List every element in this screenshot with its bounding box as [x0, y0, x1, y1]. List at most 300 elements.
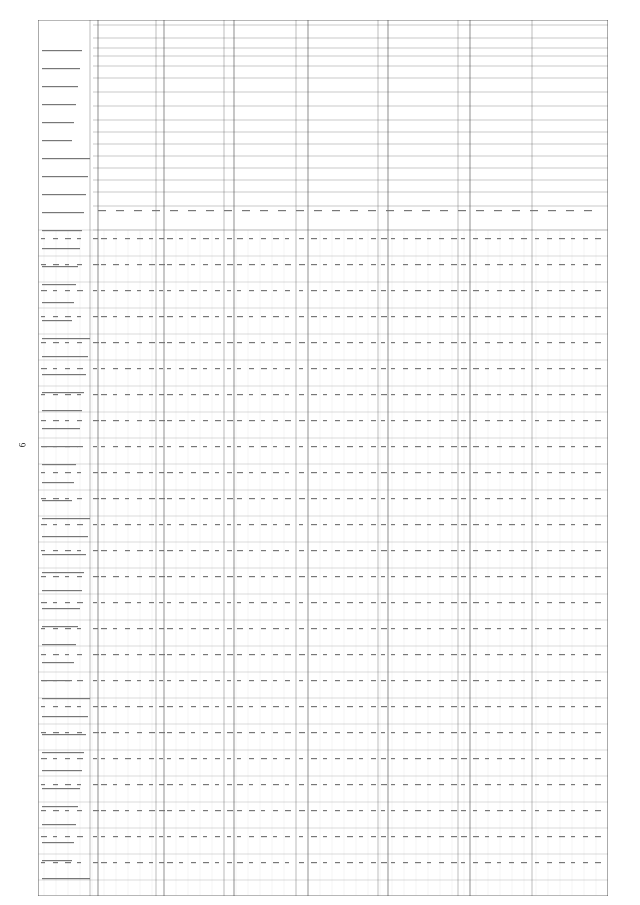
cell-value-mark — [203, 654, 208, 655]
cell-value-mark — [113, 628, 117, 629]
cell-value-mark — [461, 498, 466, 499]
cell-value-mark — [391, 420, 395, 421]
cell-value-mark — [285, 446, 290, 447]
cell-value-mark — [451, 550, 457, 551]
cell-value-mark — [547, 472, 552, 473]
cell-value-mark — [65, 602, 70, 603]
cell-value-mark — [159, 706, 164, 707]
cell-value-mark — [53, 732, 59, 733]
column-header-mark — [188, 210, 196, 211]
cell-value-mark — [521, 654, 526, 655]
cell-value-mark — [427, 862, 431, 863]
cell-value-mark — [427, 758, 431, 759]
cell-value-mark — [415, 628, 421, 629]
cell-value-mark — [439, 628, 444, 629]
cell-value-mark — [113, 602, 118, 603]
cell-value-mark — [203, 472, 209, 473]
cell-value-mark — [299, 810, 305, 811]
cell-value-mark — [101, 550, 107, 551]
cell-value-mark — [461, 342, 466, 343]
cell-value-mark — [179, 706, 183, 707]
cell-value-mark — [227, 524, 231, 525]
cell-value-mark — [101, 654, 106, 655]
cell-value-mark — [427, 368, 431, 369]
cell-value-mark — [237, 342, 242, 343]
cell-value-mark — [137, 420, 142, 421]
cell-value-mark — [485, 472, 491, 473]
cell-value-mark — [497, 524, 502, 525]
cell-value-mark — [535, 602, 539, 603]
cell-value-mark — [571, 550, 575, 551]
cell-value-mark — [237, 602, 241, 603]
cell-value-mark — [53, 290, 57, 291]
cell-value-mark — [125, 836, 131, 837]
cell-value-mark — [381, 472, 387, 473]
cell-value-mark — [521, 758, 525, 759]
cell-value-mark — [179, 576, 185, 577]
cell-value-mark — [547, 524, 552, 525]
cell-value-mark — [535, 394, 539, 395]
cell-value-mark — [415, 576, 421, 577]
row-label-mark — [42, 140, 72, 141]
cell-value-mark — [167, 394, 173, 395]
cell-value-mark — [53, 810, 59, 811]
cell-value-mark — [215, 706, 219, 707]
cell-value-mark — [323, 290, 327, 291]
cell-value-mark — [535, 862, 539, 863]
cell-value-mark — [595, 680, 601, 681]
cell-value-mark — [167, 784, 173, 785]
cell-value-mark — [547, 238, 552, 239]
cell-value-mark — [391, 602, 395, 603]
cell-value-mark — [583, 394, 588, 395]
cell-value-mark — [249, 420, 255, 421]
cell-value-mark — [497, 784, 501, 785]
row-label-mark — [42, 770, 82, 771]
cell-value-mark — [439, 472, 444, 473]
cell-value-mark — [473, 680, 479, 681]
cell-value-mark — [311, 290, 317, 291]
cell-value-mark — [65, 654, 69, 655]
cell-value-mark — [595, 862, 601, 863]
cell-value-mark — [65, 706, 71, 707]
cell-value-mark — [227, 420, 233, 421]
cell-value-mark — [261, 498, 265, 499]
cell-value-mark — [509, 680, 515, 681]
row-label-mark — [42, 842, 74, 843]
cell-value-mark — [571, 498, 575, 499]
row-label-mark — [42, 248, 80, 249]
cell-value-mark — [381, 316, 387, 317]
cell-value-mark — [179, 602, 184, 603]
cell-value-mark — [427, 550, 431, 551]
cell-value-mark — [41, 264, 46, 265]
cell-value-mark — [113, 290, 118, 291]
cell-value-mark — [415, 654, 421, 655]
cell-value-mark — [101, 368, 105, 369]
cell-value-mark — [215, 394, 219, 395]
cell-value-mark — [125, 784, 130, 785]
cell-value-mark — [371, 524, 376, 525]
cell-value-mark — [427, 680, 431, 681]
cell-value-mark — [403, 810, 408, 811]
cell-value-mark — [427, 342, 431, 343]
cell-value-mark — [113, 706, 117, 707]
column-header-mark — [152, 210, 160, 211]
cell-value-mark — [249, 680, 254, 681]
cell-value-mark — [53, 420, 59, 421]
cell-value-mark — [159, 550, 164, 551]
cell-value-mark — [53, 784, 58, 785]
cell-value-mark — [571, 446, 575, 447]
cell-value-mark — [261, 472, 266, 473]
cell-value-mark — [77, 576, 82, 577]
cell-value-mark — [113, 732, 119, 733]
cell-value-mark — [215, 550, 219, 551]
row-label-mark — [42, 104, 76, 105]
cell-value-mark — [101, 238, 107, 239]
cell-value-mark — [191, 420, 195, 421]
cell-value-mark — [391, 524, 395, 525]
cell-value-mark — [93, 706, 98, 707]
cell-value-mark — [335, 264, 340, 265]
cell-value-mark — [497, 264, 503, 265]
cell-value-mark — [403, 394, 408, 395]
cell-value-mark — [285, 472, 289, 473]
cell-value-mark — [215, 290, 220, 291]
cell-value-mark — [227, 290, 231, 291]
cell-value-mark — [159, 654, 165, 655]
cell-value-mark — [203, 550, 209, 551]
cell-value-mark — [323, 264, 327, 265]
cell-value-mark — [311, 316, 317, 317]
cell-value-mark — [535, 550, 539, 551]
cell-value-mark — [461, 862, 465, 863]
cell-value-mark — [485, 732, 490, 733]
cell-value-mark — [451, 602, 457, 603]
row-label-mark — [42, 590, 82, 591]
cell-value-mark — [113, 576, 119, 577]
cell-value-mark — [427, 420, 431, 421]
cell-value-mark — [485, 238, 491, 239]
cell-value-mark — [93, 498, 99, 499]
cell-value-mark — [285, 836, 290, 837]
cell-value-mark — [415, 836, 421, 837]
cell-value-mark — [41, 654, 46, 655]
cell-value-mark — [571, 290, 575, 291]
cell-value-mark — [335, 394, 340, 395]
cell-value-mark — [237, 316, 243, 317]
cell-value-mark — [53, 602, 57, 603]
cell-value-mark — [451, 628, 457, 629]
cell-value-mark — [215, 862, 219, 863]
cell-value-mark — [473, 238, 478, 239]
cell-value-mark — [439, 264, 444, 265]
cell-value-mark — [485, 342, 490, 343]
cell-value-mark — [311, 394, 317, 395]
cell-value-mark — [93, 472, 98, 473]
cell-value-mark — [285, 342, 291, 343]
cell-value-mark — [273, 524, 277, 525]
cell-value-mark — [461, 316, 465, 317]
cell-value-mark — [227, 862, 232, 863]
cell-value-mark — [359, 784, 363, 785]
cell-value-mark — [311, 732, 317, 733]
cell-value-mark — [285, 498, 291, 499]
cell-value-mark — [159, 628, 164, 629]
cell-value-mark — [149, 524, 154, 525]
cell-value-mark — [509, 758, 515, 759]
cell-value-mark — [191, 472, 196, 473]
cell-value-mark — [237, 836, 241, 837]
cell-value-mark — [299, 862, 304, 863]
cell-value-mark — [559, 628, 565, 629]
cell-value-mark — [159, 316, 164, 317]
cell-value-mark — [461, 238, 465, 239]
cell-value-mark — [381, 862, 387, 863]
cell-value-mark — [203, 342, 208, 343]
cell-value-mark — [391, 654, 395, 655]
cell-value-mark — [203, 810, 208, 811]
cell-value-mark — [149, 758, 154, 759]
cell-value-mark — [159, 784, 164, 785]
cell-value-mark — [65, 862, 71, 863]
cell-value-mark — [191, 238, 196, 239]
cell-value-mark — [179, 758, 184, 759]
cell-value-mark — [41, 316, 45, 317]
cell-value-mark — [497, 550, 501, 551]
cell-value-mark — [249, 810, 255, 811]
cell-value-mark — [595, 394, 601, 395]
cell-value-mark — [403, 758, 408, 759]
column-header-mark — [224, 210, 232, 211]
cell-value-mark — [237, 446, 241, 447]
cell-value-mark — [237, 706, 243, 707]
cell-value-mark — [473, 862, 478, 863]
cell-value-mark — [323, 524, 327, 525]
cell-value-mark — [571, 810, 575, 811]
cell-value-mark — [65, 550, 71, 551]
column-header-mark — [314, 210, 322, 211]
cell-value-mark — [77, 342, 82, 343]
cell-value-mark — [381, 238, 387, 239]
cell-value-mark — [347, 576, 353, 577]
cell-value-mark — [41, 550, 45, 551]
cell-value-mark — [535, 576, 539, 577]
cell-value-mark — [535, 498, 539, 499]
cell-value-mark — [215, 810, 221, 811]
cell-value-mark — [485, 290, 489, 291]
cell-value-mark — [583, 368, 588, 369]
cell-value-mark — [299, 498, 305, 499]
cell-value-mark — [547, 316, 552, 317]
row-label-mark — [42, 788, 80, 789]
cell-value-mark — [53, 238, 58, 239]
cell-value-mark — [249, 238, 253, 239]
cell-value-mark — [485, 784, 491, 785]
cell-value-mark — [535, 732, 539, 733]
row-label-mark — [42, 122, 74, 123]
cell-value-mark — [583, 446, 588, 447]
cell-value-mark — [461, 810, 466, 811]
cell-value-mark — [547, 862, 552, 863]
cell-value-mark — [359, 264, 363, 265]
cell-value-mark — [521, 498, 526, 499]
cell-value-mark — [191, 290, 197, 291]
cell-value-mark — [547, 732, 552, 733]
cell-value-mark — [359, 706, 363, 707]
cell-value-mark — [535, 680, 539, 681]
cell-value-mark — [203, 836, 207, 837]
cell-value-mark — [53, 524, 57, 525]
cell-value-mark — [137, 498, 142, 499]
cell-value-mark — [149, 576, 155, 577]
cell-value-mark — [101, 628, 107, 629]
cell-value-mark — [261, 732, 265, 733]
cell-value-mark — [547, 446, 552, 447]
cell-value-mark — [381, 758, 386, 759]
cell-value-mark — [509, 654, 513, 655]
cell-value-mark — [347, 680, 353, 681]
cell-value-mark — [159, 680, 163, 681]
cell-value-mark — [137, 316, 143, 317]
cell-value-mark — [509, 264, 513, 265]
cell-value-mark — [203, 524, 207, 525]
cell-value-mark — [473, 576, 477, 577]
column-header-mark — [278, 210, 286, 211]
cell-value-mark — [113, 862, 117, 863]
cell-value-mark — [285, 576, 291, 577]
cell-value-mark — [415, 316, 421, 317]
cell-value-mark — [323, 836, 327, 837]
cell-value-mark — [179, 680, 184, 681]
cell-value-mark — [485, 394, 491, 395]
cell-value-mark — [203, 576, 208, 577]
cell-value-mark — [125, 680, 131, 681]
cell-value-mark — [559, 732, 565, 733]
cell-value-mark — [485, 680, 489, 681]
cell-value-mark — [191, 446, 197, 447]
cell-value-mark — [65, 732, 69, 733]
cell-value-mark — [113, 836, 118, 837]
cell-value-mark — [273, 238, 279, 239]
row-label-mark — [42, 158, 90, 159]
column-header-mark — [350, 210, 358, 211]
cell-value-mark — [427, 316, 431, 317]
cell-value-mark — [323, 784, 327, 785]
cell-value-mark — [273, 836, 277, 837]
cell-value-mark — [191, 550, 196, 551]
cell-value-mark — [273, 446, 277, 447]
cell-value-mark — [137, 680, 141, 681]
cell-value-mark — [595, 732, 601, 733]
cell-value-mark — [113, 810, 119, 811]
cell-value-mark — [261, 524, 267, 525]
cell-value-mark — [149, 550, 153, 551]
cell-value-mark — [359, 810, 363, 811]
cell-value-mark — [299, 680, 303, 681]
cell-value-mark — [583, 862, 588, 863]
cell-value-mark — [41, 576, 46, 577]
cell-value-mark — [323, 758, 327, 759]
cell-value-mark — [371, 420, 376, 421]
cell-value-mark — [347, 628, 353, 629]
cell-value-mark — [521, 862, 527, 863]
cell-value-mark — [125, 264, 129, 265]
cell-value-mark — [547, 758, 552, 759]
cell-value-mark — [347, 550, 353, 551]
cell-value-mark — [381, 784, 387, 785]
cell-value-mark — [249, 576, 255, 577]
cell-value-mark — [391, 680, 395, 681]
cell-value-mark — [93, 680, 97, 681]
cell-value-mark — [403, 238, 408, 239]
cell-value-mark — [299, 784, 304, 785]
cell-value-mark — [347, 420, 353, 421]
cell-value-mark — [261, 368, 267, 369]
cell-value-mark — [101, 680, 105, 681]
row-label-mark — [42, 716, 88, 717]
cell-value-mark — [227, 342, 233, 343]
cell-value-mark — [137, 810, 142, 811]
cell-value-mark — [93, 264, 99, 265]
cell-value-mark — [391, 264, 395, 265]
cell-value-mark — [179, 290, 184, 291]
cell-value-mark — [77, 420, 82, 421]
cell-value-mark — [439, 238, 444, 239]
cell-value-mark — [485, 706, 491, 707]
cell-value-mark — [273, 602, 277, 603]
cell-value-mark — [403, 706, 408, 707]
cell-value-mark — [497, 498, 503, 499]
cell-value-mark — [323, 342, 327, 343]
cell-value-mark — [149, 784, 153, 785]
column-header-mark — [476, 210, 484, 211]
cell-value-mark — [285, 524, 290, 525]
cell-value-mark — [571, 524, 575, 525]
cell-value-mark — [559, 784, 565, 785]
cell-value-mark — [149, 706, 153, 707]
cell-value-mark — [595, 550, 601, 551]
cell-value-mark — [77, 784, 81, 785]
cell-value-mark — [285, 784, 289, 785]
cell-value-mark — [583, 524, 588, 525]
cell-value-mark — [427, 524, 431, 525]
cell-value-mark — [371, 862, 376, 863]
cell-value-mark — [41, 472, 45, 473]
cell-value-mark — [101, 264, 106, 265]
column-header-mark — [512, 210, 520, 211]
cell-value-mark — [335, 602, 340, 603]
cell-value-mark — [125, 706, 130, 707]
cell-value-mark — [371, 836, 376, 837]
cell-value-mark — [125, 628, 130, 629]
cell-value-mark — [191, 394, 196, 395]
cell-value-mark — [53, 862, 58, 863]
cell-value-mark — [403, 628, 408, 629]
cell-value-mark — [227, 680, 231, 681]
cell-value-mark — [371, 264, 376, 265]
cell-value-mark — [53, 836, 57, 837]
cell-value-mark — [77, 680, 83, 681]
cell-value-mark — [335, 576, 340, 577]
cell-value-mark — [41, 628, 45, 629]
cell-value-mark — [179, 342, 185, 343]
cell-value-mark — [461, 420, 466, 421]
cell-value-mark — [381, 446, 386, 447]
cell-value-mark — [347, 472, 353, 473]
cell-value-mark — [439, 342, 444, 343]
